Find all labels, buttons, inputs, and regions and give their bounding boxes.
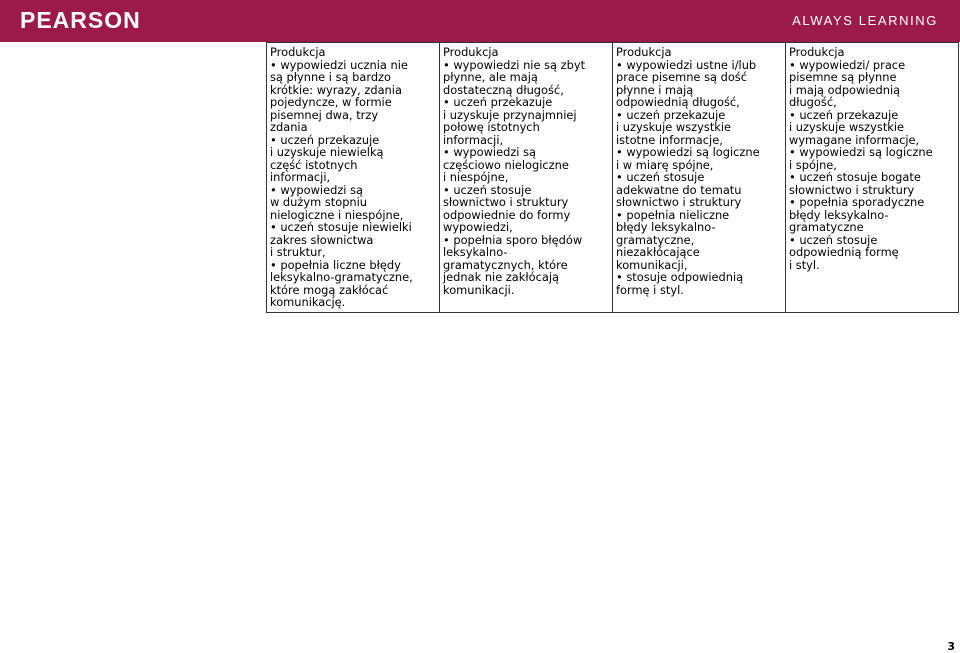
cell-line: odpowiednią formę [789, 245, 899, 259]
cell-line: • wypowiedzi nie są zbyt [443, 57, 586, 72]
cell-line: Produkcja [270, 45, 326, 59]
cell-line: w dużym stopniu [270, 195, 368, 209]
cell-line: adekwatne do tematu [616, 182, 742, 197]
cell-line: i uzyskuje przynajmniej [443, 107, 577, 122]
cell-line: wymagane informacje, [789, 132, 920, 147]
cell-line: zdania [270, 120, 308, 134]
cell-line: słownictwo i struktury [616, 195, 742, 209]
cell-line: i mają odpowiednią [789, 82, 901, 97]
cell-line: • wypowiedzi są logiczne [789, 145, 933, 159]
cell-line: słownictwo i struktury [443, 195, 569, 209]
cell-line: płynne i mają [616, 82, 694, 97]
cell-line: i spójne, [789, 157, 837, 172]
cell-line: Produkcja [443, 45, 499, 59]
cell-line: błędy leksykalno- [616, 220, 716, 234]
cell-content [443, 46, 610, 296]
cell-line: słownictwo i struktury [789, 182, 915, 197]
cell-line: komunikacji. [443, 282, 515, 297]
cell-line: informacji, [270, 170, 331, 184]
cell-line: • popełnia nieliczne [616, 207, 730, 222]
cell-line: formę i styl. [616, 282, 684, 297]
cell-line: • uczeń przekazuje [270, 132, 380, 147]
cell-line: • uczeń przekazuje [443, 95, 553, 109]
cell-line: komunikację. [270, 295, 346, 309]
cell-line: • uczeń stosuje [789, 232, 878, 247]
cell-line: gramatyczne, [616, 232, 695, 247]
cell-line: leksykalno-gramatyczne, [270, 270, 413, 284]
cell-line: błędy leksykalno- [789, 207, 889, 222]
cell-line: płynne, ale mają [443, 70, 538, 84]
cell-line: gramatycznych, które [443, 257, 568, 272]
cell-line: pojedyncze, w formie [270, 95, 392, 109]
cell-line: • uczeń przekazuje [789, 107, 899, 122]
cell-line: i niespójne, [443, 170, 509, 184]
cell-line: odpowiednie do formy [443, 207, 571, 222]
cell-content [270, 46, 437, 309]
cell-line: długość, [789, 95, 837, 109]
cell-line: • wypowiedzi/ prace [789, 57, 906, 72]
cell-line: są płynne i są bardzo [270, 70, 392, 84]
cell-line: • wypowiedzi są [270, 182, 363, 197]
cell-line: • wypowiedzi ustne i/lub [616, 57, 757, 72]
cell-line: • wypowiedzi są [443, 145, 536, 159]
cell-content [616, 46, 783, 296]
cell-line: istotne informacje, [616, 132, 723, 147]
cell-line: i uzyskuje wszystkie [789, 120, 905, 134]
cell-line: pisemne są płynne [789, 70, 897, 84]
cell-line: leksykalno- [443, 245, 508, 259]
table-cell-3 [613, 43, 786, 313]
tagline: ALWAYS LEARNING [792, 13, 938, 28]
cell-line: komunikacji, [616, 257, 688, 272]
cell-line: • uczeń przekazuje [616, 107, 726, 122]
cell-line: • popełnia sporadyczne [789, 195, 925, 209]
cell-line: • wypowiedzi są logiczne [616, 145, 760, 159]
cell-line: • uczeń stosuje bogate [789, 170, 921, 184]
cell-line: i uzyskuje niewielką [270, 145, 384, 159]
cell-line: jednak nie zakłócają [443, 270, 559, 284]
cell-line: • uczeń stosuje [616, 170, 705, 184]
table-cell-1 [267, 43, 440, 313]
table-cell-4 [786, 43, 959, 313]
cell-line: niezakłócające [616, 245, 700, 259]
cell-line: • popełnia sporo błędów [443, 232, 583, 247]
cell-line: wypowiedzi, [443, 220, 513, 234]
cell-line: Produkcja [616, 45, 672, 59]
cell-line: część istotnych [270, 157, 358, 172]
cell-line: • uczeń stosuje [443, 182, 532, 197]
table-row [267, 43, 959, 313]
cell-line: • uczeń stosuje niewielki [270, 220, 412, 234]
cell-line: dostateczną długość, [443, 82, 564, 97]
cell-line: i uzyskuje wszystkie [616, 120, 732, 134]
cell-line: • popełnia liczne błędy [270, 257, 401, 272]
pearson-logo: PEARSON [20, 7, 141, 33]
cell-line: i w miarę spójne, [616, 157, 714, 172]
cell-line: zakres słownictwa [270, 232, 374, 247]
cell-line: • stosuje odpowiednią [616, 270, 744, 284]
cell-line: prace pisemne są dość [616, 70, 747, 84]
page-number: 3 [947, 640, 955, 653]
cell-line: odpowiednią długość, [616, 95, 740, 109]
cell-line: i struktur, [270, 245, 326, 259]
cell-line: krótkie: wyrazy, zdania [270, 82, 402, 97]
cell-line: Produkcja [789, 45, 845, 59]
cell-line: informacji, [443, 132, 504, 147]
assessment-table [266, 42, 959, 313]
header-banner [0, 0, 960, 42]
cell-line: połowę istotnych [443, 120, 540, 134]
cell-line: częściowo nielogiczne [443, 157, 569, 172]
cell-line: które mogą zakłócać [270, 282, 389, 297]
cell-line: gramatyczne [789, 220, 864, 234]
cell-line: • wypowiedzi ucznia nie [270, 57, 408, 72]
cell-content [789, 46, 956, 271]
cell-line: pisemnej dwa, trzy [270, 107, 379, 122]
table-cell-2 [440, 43, 613, 313]
cell-line: nielogiczne i niespójne, [270, 207, 404, 222]
cell-line: i styl. [789, 257, 820, 272]
